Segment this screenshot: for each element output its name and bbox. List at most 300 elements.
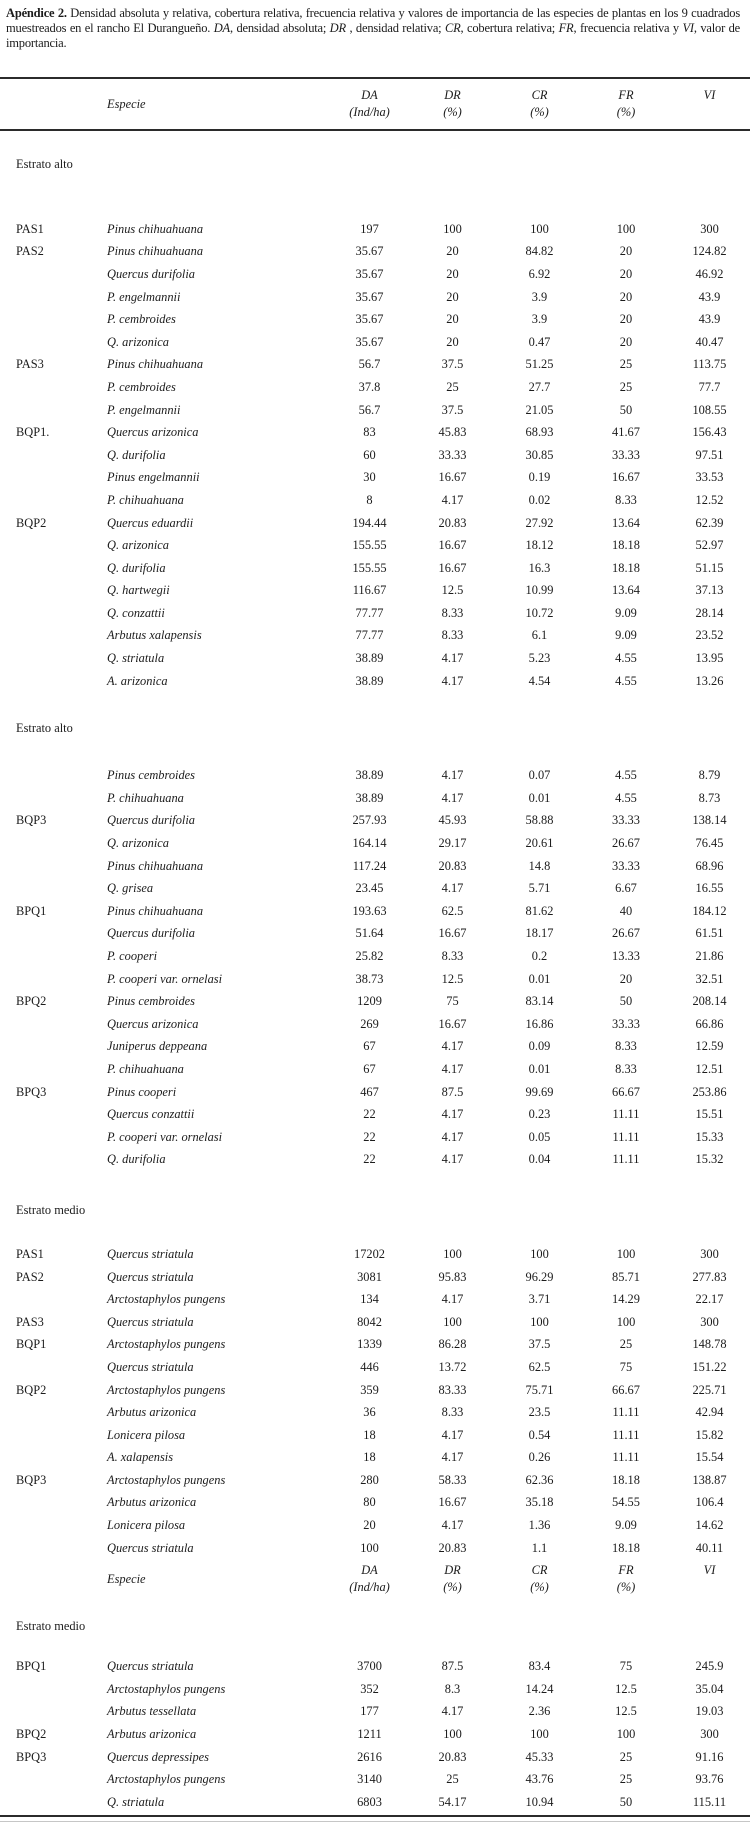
value-cell: 29.17 (438, 836, 467, 851)
table-row (0, 444, 750, 467)
species-cell: Arctostaphylos pungens (107, 1337, 226, 1352)
value-cell: 33.53 (695, 470, 724, 485)
value-cell: 8.33 (615, 492, 637, 507)
header-cr-unit: (%) (530, 105, 549, 119)
value-cell: 100 (530, 221, 549, 236)
value-cell: 50 (619, 1794, 633, 1809)
value-cell: 2.36 (528, 1704, 551, 1719)
value-cell: 4.17 (441, 1518, 464, 1533)
species-cell: Lonicera pilosa (107, 1427, 186, 1442)
value-cell: 0.05 (528, 1129, 551, 1144)
value-cell: 18.18 (612, 1540, 640, 1555)
value-cell: 8042 (357, 1314, 382, 1329)
table-row (0, 647, 750, 670)
table-row (0, 331, 750, 354)
header-col-unit (669, 1579, 750, 1596)
value-cell: 37.5 (441, 402, 464, 417)
value-cell: 148.78 (692, 1337, 727, 1352)
value-cell: 4.55 (615, 768, 637, 783)
header-fr-label: FR (618, 88, 634, 102)
value-cell: 58.88 (525, 813, 554, 828)
species-cell: Arbutus tessellata (107, 1704, 197, 1719)
value-cell: 76.45 (695, 836, 724, 851)
value-cell: 3700 (357, 1659, 382, 1674)
value-cell: 6.67 (615, 881, 637, 896)
value-cell: 16.3 (528, 560, 551, 575)
value-cell: 3.9 (531, 289, 548, 304)
table-row (0, 1149, 750, 1172)
value-cell: 6.1 (531, 628, 548, 643)
species-cell: Pinus chihuahuana (107, 221, 204, 236)
header-col (496, 1562, 583, 1596)
value-cell: 4.17 (441, 1427, 464, 1442)
species-cell: P. chihuahuana (107, 492, 184, 507)
value-cell: 66.67 (612, 1382, 640, 1397)
value-cell: 38.89 (355, 651, 384, 666)
value-cell: 35.04 (695, 1681, 724, 1696)
species-cell: Q. striatula (107, 651, 165, 666)
value-cell: 27.7 (528, 379, 551, 394)
value-cell: 81.62 (525, 903, 554, 918)
value-cell: 38.89 (355, 673, 384, 688)
species-cell: Pinus chihuahuana (107, 903, 204, 918)
caption-segment: DA (213, 21, 230, 35)
section-label: Estrato medio (16, 1619, 86, 1634)
species-cell: Pinus cembroides (107, 768, 195, 783)
group-cell: BQP2 (16, 1382, 47, 1397)
species-cell: Quercus striatula (107, 1659, 194, 1674)
value-cell: 164.14 (352, 836, 387, 851)
species-cell: Quercus striatula (107, 1359, 194, 1374)
value-cell: 0.09 (528, 1039, 551, 1054)
value-cell: 18.12 (525, 538, 554, 553)
table-body (0, 131, 750, 1814)
value-cell: 20 (619, 266, 633, 281)
table-row (0, 557, 750, 580)
value-cell: 0.01 (528, 1061, 551, 1076)
group-cell: BQP1. (16, 425, 50, 440)
value-cell: 1339 (357, 1337, 382, 1352)
value-cell: 77.7 (698, 379, 721, 394)
value-cell: 22.17 (695, 1292, 724, 1307)
value-cell: 18.18 (612, 1472, 640, 1487)
table-row (0, 580, 750, 603)
value-cell: 25 (446, 1772, 459, 1787)
value-cell: 42.94 (695, 1405, 724, 1420)
value-cell: 13.64 (612, 515, 640, 530)
table-row (0, 670, 750, 693)
value-cell: 446 (360, 1359, 379, 1374)
value-cell: 1209 (357, 994, 382, 1009)
value-cell: 4.17 (441, 790, 464, 805)
value-cell: 4.17 (441, 651, 464, 666)
species-cell: Pinus cembroides (107, 994, 195, 1009)
value-cell: 9.09 (615, 605, 637, 620)
value-cell: 8 (366, 492, 373, 507)
species-cell: Quercus striatula (107, 1540, 194, 1555)
value-cell: 43.76 (525, 1772, 554, 1787)
value-cell: 6803 (357, 1794, 382, 1809)
value-cell: 4.17 (441, 1061, 464, 1076)
value-cell: 20 (619, 312, 633, 327)
value-cell: 8.33 (441, 628, 464, 643)
table-row (0, 1126, 750, 1149)
group-cell: BPQ1 (16, 903, 47, 918)
value-cell: 33.33 (612, 447, 640, 462)
value-cell: 51.64 (355, 926, 384, 941)
value-cell: 100 (616, 221, 636, 236)
value-cell: 25 (619, 379, 633, 394)
appendix-table (0, 77, 750, 1822)
value-cell: 116.67 (352, 583, 387, 598)
value-cell: 67 (363, 1061, 376, 1076)
value-cell: 4.17 (441, 673, 464, 688)
value-cell: 177 (360, 1704, 379, 1719)
value-cell: 77.77 (355, 628, 384, 643)
species-cell: Arctostaphylos pungens (107, 1681, 226, 1696)
table-row (0, 1791, 750, 1814)
group-cell: BQP1 (16, 1337, 47, 1352)
value-cell: 257.93 (352, 813, 387, 828)
value-cell: 100 (530, 1727, 549, 1742)
value-cell: 100 (443, 1246, 462, 1261)
species-cell: Arbutus arizonica (107, 1727, 197, 1742)
value-cell: 30.85 (525, 447, 554, 462)
caption-segment: DR (329, 21, 346, 35)
header-especie: Especie (107, 1572, 146, 1587)
value-cell: 20.83 (438, 1540, 467, 1555)
species-cell: Q. striatula (107, 1794, 165, 1809)
species-cell: P. cooperi var. ornelasi (107, 1129, 223, 1144)
value-cell: 359 (360, 1382, 379, 1397)
value-cell: 95.83 (438, 1269, 467, 1284)
value-cell: 62.5 (528, 1359, 551, 1374)
species-cell: P. cembroides (107, 312, 176, 327)
value-cell: 4.17 (441, 881, 464, 896)
value-cell: 300 (700, 1314, 719, 1329)
value-cell: 12.59 (695, 1039, 724, 1054)
value-cell: 35.67 (355, 266, 384, 281)
group-cell: PAS3 (16, 1314, 44, 1329)
value-cell: 54.55 (612, 1495, 640, 1510)
table-row (0, 1334, 750, 1357)
value-cell: 14.24 (525, 1681, 554, 1696)
value-cell: 15.33 (695, 1129, 724, 1144)
species-cell: Quercus conzattii (107, 1107, 195, 1122)
value-cell: 37.8 (358, 379, 381, 394)
value-cell: 300 (700, 1727, 719, 1742)
species-cell: Pinus engelmannii (107, 470, 200, 485)
caption-segment: CR (444, 21, 461, 35)
value-cell: 4.55 (615, 651, 637, 666)
value-cell: 300 (700, 221, 719, 236)
value-cell: 77.77 (355, 605, 384, 620)
value-cell: 155.55 (352, 560, 387, 575)
table-row (0, 764, 750, 787)
value-cell: 15.32 (695, 1152, 724, 1167)
species-cell: Pinus chihuahuana (107, 244, 204, 259)
group-cell: BPQ1 (16, 1659, 47, 1674)
value-cell: 14.8 (528, 858, 551, 873)
value-cell: 62.39 (695, 515, 724, 530)
value-cell: 12.51 (695, 1061, 724, 1076)
value-cell: 13.95 (695, 651, 724, 666)
value-cell: 83.33 (438, 1382, 467, 1397)
value-cell: 134 (360, 1292, 379, 1307)
group-cell: BPQ2 (16, 1727, 47, 1742)
value-cell: 4.17 (441, 1129, 464, 1144)
value-cell: 0.26 (528, 1450, 551, 1465)
species-cell: Arbutus xalapensis (107, 628, 202, 643)
value-cell: 3140 (357, 1772, 382, 1787)
species-cell: Quercus durifolia (107, 266, 195, 281)
value-cell: 277.83 (692, 1269, 727, 1284)
species-cell: Q. hartwegii (107, 583, 170, 598)
table-row (0, 1424, 750, 1447)
value-cell: 19.03 (695, 1704, 724, 1719)
species-cell: Q. arizonica (107, 334, 169, 349)
header-vi-unit (669, 104, 750, 121)
value-cell: 18.18 (612, 538, 640, 553)
value-cell: 113.75 (692, 357, 727, 372)
table-row (0, 968, 750, 991)
value-cell: 35.67 (355, 334, 384, 349)
value-cell: 138.87 (692, 1472, 727, 1487)
value-cell: 85.71 (612, 1269, 640, 1284)
value-cell: 25 (446, 379, 459, 394)
value-cell: 245.9 (695, 1659, 724, 1674)
value-cell: 1.1 (531, 1540, 548, 1555)
caption-segment: , frecuencia relativa y (573, 21, 683, 35)
value-cell: 16.67 (438, 1495, 467, 1510)
value-cell: 8.33 (441, 1405, 464, 1420)
value-cell: 11.11 (612, 1405, 640, 1420)
value-cell: 66.86 (695, 1016, 724, 1031)
table-row (0, 354, 750, 377)
value-cell: 25 (619, 357, 633, 372)
group-cell: BPQ3 (16, 1749, 47, 1764)
value-cell: 87.5 (441, 1084, 464, 1099)
table-row (0, 286, 750, 309)
table-row (0, 1356, 750, 1379)
value-cell: 67 (363, 1039, 376, 1054)
species-cell: P. cooperi (107, 949, 158, 964)
species-cell: Arctostaphylos pungens (107, 1292, 226, 1307)
header-vi-label: VI (703, 88, 716, 102)
value-cell: 155.55 (352, 538, 387, 553)
value-cell: 14.62 (695, 1518, 724, 1533)
value-cell: 32.51 (695, 971, 724, 986)
value-cell: 352 (360, 1681, 379, 1696)
value-cell: 0.01 (528, 971, 551, 986)
value-cell: 60 (363, 447, 376, 462)
value-cell: 12.5 (441, 583, 464, 598)
value-cell: 269 (360, 1016, 379, 1031)
value-cell: 0.54 (528, 1427, 551, 1442)
table-row (0, 1723, 750, 1746)
value-cell: 45.83 (438, 425, 467, 440)
value-cell: 4.17 (441, 492, 464, 507)
header-col-unit: (%) (443, 1580, 462, 1595)
value-cell: 10.99 (525, 583, 554, 598)
section-label: Estrato alto (16, 721, 73, 736)
value-cell: 26.67 (612, 926, 640, 941)
value-cell: 66.67 (612, 1084, 640, 1099)
value-cell: 117.24 (352, 858, 387, 873)
group-cell: BPQ3 (16, 1084, 47, 1099)
value-cell: 20 (619, 971, 633, 986)
header-col (330, 1562, 409, 1596)
value-cell: 0.19 (528, 470, 551, 485)
value-cell: 20 (619, 244, 633, 259)
value-cell: 194.44 (352, 515, 387, 530)
value-cell: 22 (363, 1107, 376, 1122)
table-row (0, 1266, 750, 1289)
value-cell: 18 (363, 1450, 376, 1465)
table-row (0, 489, 750, 512)
value-cell: 100 (530, 1246, 549, 1261)
value-cell: 11.11 (612, 1129, 640, 1144)
value-cell: 33.33 (612, 858, 640, 873)
value-cell: 0.23 (528, 1107, 551, 1122)
table-row (0, 1036, 750, 1059)
value-cell: 16.67 (438, 470, 467, 485)
value-cell: 68.96 (695, 858, 724, 873)
value-cell: 50 (619, 994, 633, 1009)
species-cell: Quercus depressipes (107, 1749, 209, 1764)
header-da-unit: (Ind/ha) (349, 105, 390, 119)
species-cell: Arctostaphylos pungens (107, 1472, 226, 1487)
table-row (0, 810, 750, 833)
value-cell: 15.51 (695, 1107, 724, 1122)
caption-segment: , cobertura relativa; (460, 21, 559, 35)
section-label: Estrato alto (16, 157, 73, 171)
table-row (0, 1768, 750, 1791)
species-cell: Q. durifolia (107, 560, 166, 575)
value-cell: 83.4 (528, 1659, 551, 1674)
value-cell: 0.04 (528, 1152, 551, 1167)
table-row (0, 1537, 750, 1560)
value-cell: 51.15 (695, 560, 724, 575)
value-cell: 75.71 (525, 1382, 554, 1397)
table-bottom-shadow (0, 1817, 750, 1822)
species-cell: P. engelmannii (107, 402, 181, 417)
table-row (0, 1655, 750, 1678)
value-cell: 40 (619, 903, 633, 918)
header-fr-unit: (%) (616, 105, 636, 119)
value-cell: 115.11 (692, 1794, 727, 1809)
value-cell: 45.93 (438, 813, 467, 828)
value-cell: 16.86 (525, 1016, 554, 1031)
header-col (583, 1562, 669, 1596)
value-cell: 11.11 (612, 1152, 640, 1167)
value-cell: 100 (616, 1246, 636, 1261)
value-cell: 35.18 (525, 1495, 554, 1510)
group-cell: PAS1 (16, 1246, 44, 1261)
value-cell: 16.67 (438, 538, 467, 553)
value-cell: 9.09 (615, 628, 637, 643)
table-row (0, 1103, 750, 1126)
value-cell: 21.86 (695, 949, 724, 964)
caption-segment: , valor de importancia. (6, 21, 740, 50)
value-cell: 0.07 (528, 768, 551, 783)
value-cell: 35.67 (355, 312, 384, 327)
value-cell: 18.18 (612, 560, 640, 575)
group-cell: BQP2 (16, 515, 47, 530)
value-cell: 5.23 (528, 651, 551, 666)
species-cell: Arbutus arizonica (107, 1495, 197, 1510)
value-cell: 13.26 (695, 673, 724, 688)
value-cell: 38.73 (355, 971, 384, 986)
value-cell: 20 (446, 289, 459, 304)
value-cell: 8.33 (615, 1039, 637, 1054)
value-cell: 37.13 (695, 583, 724, 598)
value-cell: 3081 (357, 1269, 382, 1284)
value-cell: 84.82 (525, 244, 554, 259)
table-row (0, 1469, 750, 1492)
value-cell: 61.51 (695, 926, 724, 941)
value-cell: 4.17 (441, 1704, 464, 1719)
value-cell: 25 (619, 1337, 633, 1352)
section-label: Estrato medio (16, 1203, 86, 1218)
species-cell: P. chihuahuana (107, 1061, 184, 1076)
species-cell: Quercus arizonica (107, 425, 199, 440)
header-col-label: DA (361, 1563, 378, 1578)
value-cell: 20 (619, 289, 633, 304)
value-cell: 20.83 (438, 858, 467, 873)
species-cell: Quercus durifolia (107, 926, 195, 941)
species-cell: Arctostaphylos pungens (107, 1382, 226, 1397)
value-cell: 138.14 (692, 813, 727, 828)
table-row (0, 1514, 750, 1537)
value-cell: 20 (446, 334, 459, 349)
value-cell: 22 (363, 1129, 376, 1144)
value-cell: 21.05 (525, 402, 554, 417)
table-row (0, 832, 750, 855)
table-row (0, 1678, 750, 1701)
species-cell: A. xalapensis (107, 1450, 174, 1465)
header-da-label: DA (361, 88, 378, 102)
value-cell: 8.33 (615, 1061, 637, 1076)
value-cell: 300 (700, 1246, 719, 1261)
value-cell: 1.36 (528, 1518, 551, 1533)
table-row (0, 1746, 750, 1769)
species-cell: Q. conzattii (107, 605, 165, 620)
value-cell: 20 (619, 334, 633, 349)
table-header (0, 77, 750, 131)
table-row (0, 1243, 750, 1266)
header-col (409, 1562, 496, 1596)
value-cell: 0.47 (528, 334, 551, 349)
value-cell: 16.67 (438, 926, 467, 941)
table-row (0, 1311, 750, 1334)
value-cell: 26.67 (612, 836, 640, 851)
table-row (0, 1058, 750, 1081)
value-cell: 43.9 (698, 312, 721, 327)
value-cell: 0.02 (528, 492, 551, 507)
value-cell: 97.51 (695, 447, 724, 462)
header-col-unit: (%) (530, 1580, 549, 1595)
species-cell: Quercus striatula (107, 1246, 194, 1261)
value-cell: 15.54 (695, 1450, 724, 1465)
table-row (0, 218, 750, 241)
caption-segment: Densidad absoluta y relativa, cobertura relativa, frecuencia relativa y valores de importancia de las especies de plantas en los 9 cuadrados muestreados en el rancho El Durangueño. (6, 6, 740, 35)
value-cell: 2616 (357, 1749, 382, 1764)
header-col-dr (409, 87, 496, 121)
repeated-column-header (0, 1559, 750, 1599)
value-cell: 25 (619, 1772, 633, 1787)
value-cell: 40.47 (695, 334, 724, 349)
